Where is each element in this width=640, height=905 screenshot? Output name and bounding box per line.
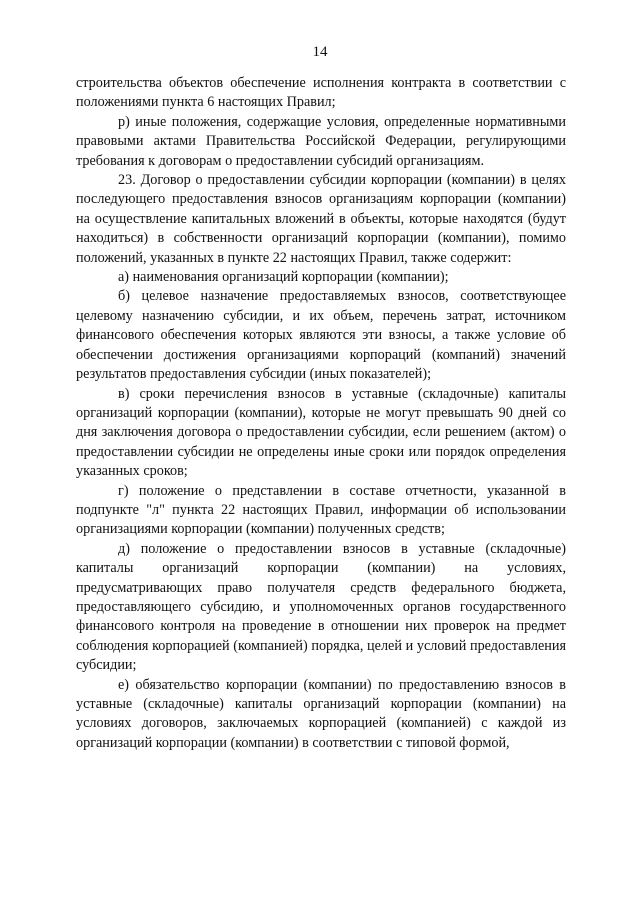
page-number: 14 — [312, 44, 328, 60]
paragraph-item-v: в) сроки перечисления взносов в уставные (складочные) капиталы организаций корпорации (компании), которые не могут превышать 90 дней со дня заключения договора о предоставлении субсидии, если решением (актом) о предоставлении субсидии не определены иные сроки или порядок определения указанных сроков; — [76, 385, 566, 480]
paragraph-clause-23: 23. Договор о предоставлении субсидии корпорации (компании) в целях последующего предоставления взносов организациям корпорации (компании) на осуществление капитальных вложений в объекты, которые находятся (будут находиться) в собственности организаций корпорации (компании), помимо положений, указанных в пункте 22 настоящих Правил, также содержит: — [76, 172, 566, 266]
document-body — [76, 74, 566, 753]
paragraph-item-b: б) целевое назначение предоставляемых взносов, соответствующее целевому назначению субсидии, и их объем, перечень затрат, источником финансового обеспечения которых являются эти взносы, а также условие об обеспечении достижения организациями корпораций (компаний) значений результатов предоставления субсидии (иных показателей); — [76, 288, 566, 383]
paragraph-item-r: р) иные положения, содержащие условия, определенные нормативными правовыми актами Правительства Российской Федерации, регулирующими требования к договорам о предоставлении субсидий организациям. — [76, 113, 566, 169]
paragraph-continuation: строительства объектов обеспечение исполнения контракта в соответствии с положениями пункта 6 настоящих Правил; — [76, 75, 566, 111]
paragraph-item-e: е) обязательство корпорации (компании) по предоставлению взносов в уставные (складочные) капиталы организаций корпорации (компании) на условиях договоров, заключаемых корпорацией (компанией) с каждой из организаций корпорации (компании) в соответствии с типовой формой, — [76, 676, 566, 751]
paragraph-item-g: г) положение о представлении в составе отчетности, указанной в подпункте "л" пункта 22 настоящих Правил, информации об использовании организациями корпорации (компании) полученных средств; — [76, 482, 566, 538]
paragraph-item-d: д) положение о предоставлении взносов в уставные (складочные) капиталы организаций корпорации (компании) на условиях, предусматривающих право получателя средств федерального бюджета, предоставляющего субсидию, и уполномоченных органов государственного финансового контроля на проведение в отношении них проверок на предмет соблюдения корпорацией (компанией) порядка, целей и условий предоставления субсидии; — [76, 540, 566, 674]
paragraph-item-a: а) наименования организаций корпорации (компании); — [118, 269, 449, 286]
